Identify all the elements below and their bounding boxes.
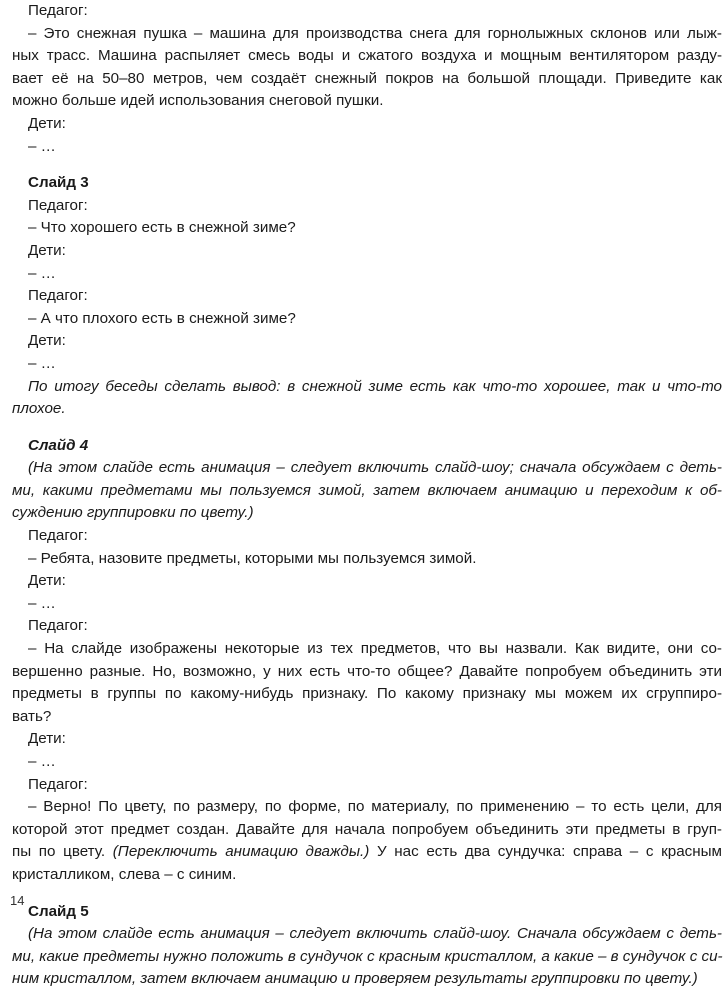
paragraph-line: вать? xyxy=(12,707,52,725)
paragraph-line: предметы в группы по какому-нибудь признаку. По какому признаку мы можем их сгруппиро- xyxy=(12,685,722,703)
instruction-note: (На этом слайде есть анимация – следует включить слайд-шоу; сначала обсуждаем с деть- xyxy=(28,459,722,477)
reply-text: – … xyxy=(28,137,56,155)
paragraph-line: которой этот предмет создан. Давайте для начала попробуем объединить эти предметы в груп- xyxy=(12,820,722,838)
instruction-note: ним кристаллом, затем включаем анимацию и проверяем результаты группировки по цвету.) xyxy=(12,970,698,988)
paragraph-line: – Верно! По цвету, по размеру, по форме, по материалу, по применению – то есть цели, для xyxy=(28,798,722,816)
paragraph-fragment: пы по цвету. xyxy=(12,843,113,861)
reply-text: – … xyxy=(28,753,56,770)
question-text: – Ребята, назовите предметы, которыми мы пользуемся зимой. xyxy=(28,549,477,567)
speaker-label: Педагог: xyxy=(28,617,88,635)
instruction-note: (На этом слайде есть анимация – следует включить слайд-шоу. Сначала обсуждаем с деть- xyxy=(28,925,722,943)
speaker-label: Дети: xyxy=(28,572,66,590)
slide-heading: Слайд 3 xyxy=(28,174,89,192)
speaker-label: Педагог: xyxy=(28,2,88,19)
document-page xyxy=(12,0,722,991)
paragraph-line: кристалликом, слева – с синим. xyxy=(12,865,237,883)
paragraph-line xyxy=(12,841,722,864)
instruction-inline: (Переключить анимацию дважды.) xyxy=(112,843,370,861)
slide-heading: Слайд 5 xyxy=(28,902,89,920)
slide-heading: Слайд 4 xyxy=(28,436,89,454)
speaker-label: Дети: xyxy=(28,241,66,259)
page-number: 14 xyxy=(10,893,25,908)
paragraph-fragment: У нас есть два сундучка: справа – с красным xyxy=(369,843,722,861)
reply-text: – … xyxy=(28,354,56,372)
paragraph-line: ных трасс. Машина распыляет смесь воды и сжатого воздуха и мощным вентилятором разду- xyxy=(12,47,722,65)
speaker-label: Педагог: xyxy=(28,527,88,545)
paragraph-line: вает её на 50–80 метров, чем создаёт снежный покров на большой площади. Приведите как xyxy=(12,69,722,87)
paragraph-line: можно больше идей использования снеговой пушки. xyxy=(12,92,384,110)
instruction-note: По итогу беседы сделать вывод: в снежной зиме есть как что-то хорошее, так и что-то xyxy=(28,377,722,395)
question-text: – А что плохого есть в снежной зиме? xyxy=(28,309,296,327)
speaker-label: Дети: xyxy=(28,114,66,132)
instruction-note: ми, какими предметами мы пользуемся зимой, затем включаем анимацию и переходим к об- xyxy=(12,481,722,499)
question-text: – Что хорошего есть в снежной зиме? xyxy=(28,219,296,237)
speaker-label: Дети: xyxy=(28,332,66,350)
instruction-note: ми, какие предметы нужно положить в сундучок с красным кристаллом, а какие – в сундучок с си- xyxy=(12,947,723,965)
paragraph-line: вершенно разные. Но, возможно, у них есть что-то общее? Давайте попробуем объединить эти xyxy=(12,662,722,680)
instruction-note: плохое. xyxy=(12,400,66,418)
paragraph-line: – На слайде изображены некоторые из тех предметов, что вы назвали. Как видите, они со- xyxy=(28,640,722,658)
speaker-label: Педагог: xyxy=(28,196,88,214)
speaker-label: Педагог: xyxy=(28,775,88,793)
paragraph-line: – Это снежная пушка – машина для производства снега для горнолыжных склонов или лыж- xyxy=(28,24,722,42)
speaker-label: Педагог: xyxy=(28,287,88,305)
instruction-note: суждению группировки по цвету.) xyxy=(12,504,254,522)
reply-text: – … xyxy=(28,594,56,612)
reply-text: – … xyxy=(28,264,56,282)
speaker-label: Дети: xyxy=(28,730,66,748)
